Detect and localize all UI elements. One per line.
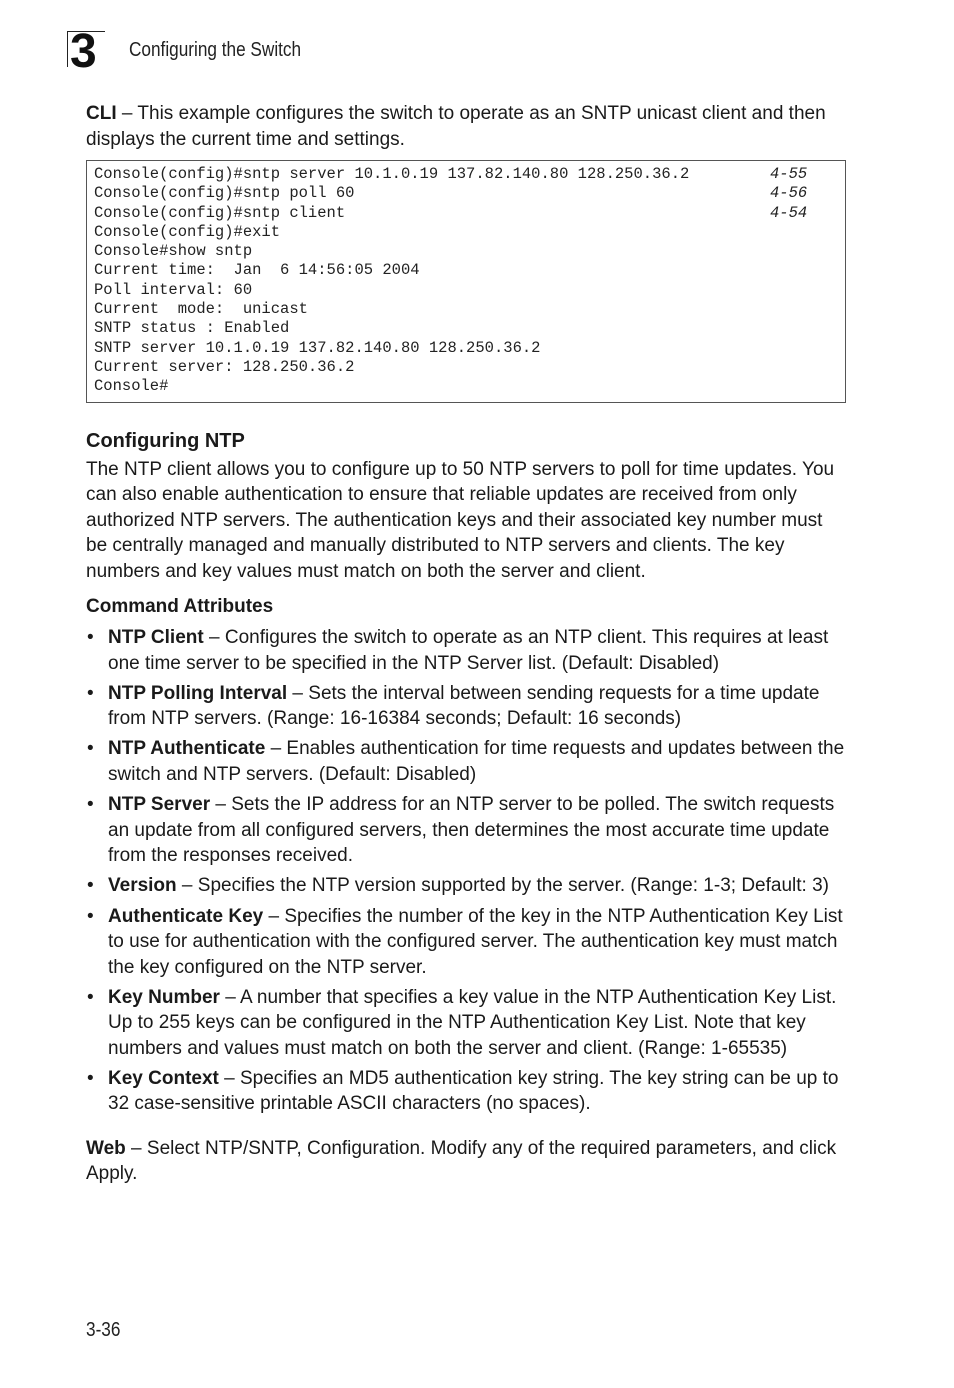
code-text: Console(config)#sntp server 10.1.0.19 137.82.140.80 128.250.36.2 — [94, 165, 690, 183]
cli-intro-paragraph — [86, 101, 848, 152]
code-text: Console(config)#sntp poll 60 — [94, 184, 355, 203]
list-item — [86, 1066, 848, 1117]
attribute-description: – Enables authentication for time requests and updates between the switch and NTP servers. (Default: Disabled) — [108, 738, 845, 785]
code-text: Current mode: unicast — [94, 300, 308, 319]
code-text: SNTP server 10.1.0.19 137.82.140.80 128.250.36.2 — [94, 338, 541, 357]
code-page-ref: 4-56 — [770, 184, 808, 203]
code-text: Current server: 128.250.36.2 — [94, 357, 355, 376]
code-text: SNTP status : Enabled — [94, 319, 290, 338]
cli-label: CLI — [86, 103, 117, 124]
attribute-description: – A number that specifies a key value in the NTP Authentication Key List. Up to 255 keys can be configured in the NTP Authentication Key List. Note that key numbers and values must match on both the server and client. (Range: 1-65535) — [108, 986, 837, 1059]
code-line — [94, 261, 838, 280]
list-item — [86, 681, 848, 732]
running-header-title: Configuring the Switch — [129, 39, 302, 61]
bullet-icon: • — [87, 794, 94, 816]
code-line — [94, 165, 838, 184]
list-item — [86, 625, 848, 676]
code-line — [94, 300, 838, 319]
attributes-heading: Command Attributes — [86, 596, 274, 618]
code-text: Console#show sntp — [94, 242, 253, 261]
list-item — [86, 985, 848, 1062]
code-text: Poll interval: 60 — [94, 280, 253, 299]
attribute-description: – Sets the interval between sending requests for a time update from NTP servers. (Range: 16-16384 seconds; Default: 16 seconds) — [108, 682, 820, 730]
attribute-description: – Specifies the number of the key in the NTP Authentication Key List to use for authentication with the configured server. The authentication key must match the key configured on the NTP server. — [108, 905, 843, 978]
code-line — [94, 223, 838, 242]
attribute-description: – Specifies an MD5 authentication key string. The key string can be up to 32 case-sensitive printable ASCII characters (no spaces). — [108, 1067, 839, 1115]
list-item — [86, 792, 848, 869]
attribute-term: NTP Client — [108, 627, 204, 649]
attribute-term: Key Context — [108, 1067, 219, 1089]
web-paragraph — [86, 1136, 848, 1187]
bullet-icon: • — [87, 682, 94, 704]
bullet-icon: • — [87, 1067, 94, 1089]
code-line — [94, 204, 838, 223]
attribute-term: NTP Server — [108, 794, 211, 816]
list-item — [86, 873, 848, 899]
attribute-term: NTP Authenticate — [108, 738, 266, 760]
list-item — [86, 736, 848, 787]
code-text: Console(config)#exit — [94, 222, 281, 241]
code-line — [94, 339, 838, 358]
code-page-ref: 4-54 — [770, 203, 808, 222]
code-page-ref: 4-55 — [770, 165, 808, 183]
attribute-term: Authenticate Key — [108, 905, 264, 927]
code-line — [94, 377, 838, 396]
bullet-icon: • — [87, 905, 94, 927]
section-intro-paragraph: The NTP client allows you to configure up to 50 NTP servers to poll for time updates. You can also enable authentication to ensure that reliable updates are received from only authorized NTP servers. The authentication keys and their associated key number must be centrally managed and manually distributed to NTP servers and clients. The key numbers and key values must match on both the server and client. — [86, 458, 835, 582]
code-line — [94, 184, 838, 203]
page-content — [86, 101, 848, 1187]
attribute-description: – Configures the switch to operate as an NTP client. This requires at least one time server to be specified in the NTP Server list. (Default: Disabled) — [108, 627, 829, 674]
bullet-icon: • — [87, 738, 94, 760]
attribute-term: NTP Polling Interval — [108, 682, 288, 704]
code-line — [94, 319, 838, 338]
chapter-number: 3 — [70, 25, 96, 78]
code-line — [94, 358, 838, 377]
bullet-icon: • — [87, 627, 94, 649]
code-line — [94, 281, 838, 300]
web-label: Web — [86, 1137, 126, 1159]
attribute-term: Key Number — [108, 986, 220, 1008]
code-text: Console(config)#sntp client — [94, 203, 346, 222]
bullet-icon: • — [87, 875, 94, 897]
cli-intro-text: – This example configures the switch to operate as an SNTP unicast client and then displays the current time and settings. — [86, 103, 826, 150]
bullet-icon: • — [87, 986, 94, 1008]
code-text: Console# — [94, 377, 169, 396]
page-number: 3-36 — [86, 1319, 121, 1341]
code-text: Current time: Jan 6 14:56:05 2004 — [94, 261, 420, 280]
attribute-description: – Sets the IP address for an NTP server to be polled. The switch requests an update from all configured servers, then determines the most accurate time update from the responses received. — [108, 794, 835, 867]
attribute-term: Version — [108, 875, 177, 897]
list-item — [86, 904, 848, 981]
code-line — [94, 242, 838, 261]
web-text: – Select NTP/SNTP, Configuration. Modify any of the required parameters, and click Apply. — [86, 1137, 837, 1185]
code-example — [86, 160, 846, 403]
section-heading: Configuring NTP — [86, 429, 245, 452]
attributes-list — [86, 625, 848, 1117]
attribute-description: – Specifies the NTP version supported by the server. (Range: 1-3; Default: 3) — [176, 875, 829, 897]
